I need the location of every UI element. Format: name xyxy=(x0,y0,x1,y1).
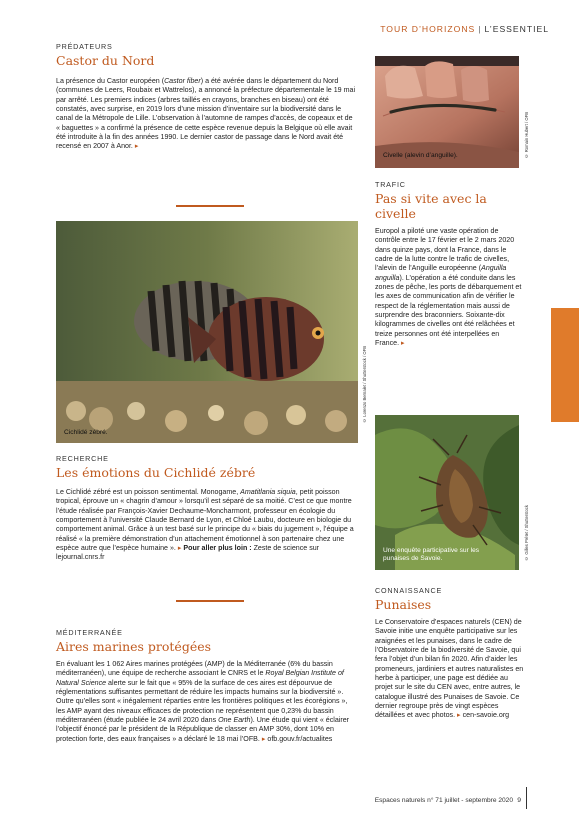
continue-arrow-icon: ▸ xyxy=(401,339,405,348)
further-reading-label: Pour aller plus loin : xyxy=(183,544,252,553)
civelle-credit: © Romain Hubert / OFB xyxy=(524,112,529,159)
punaises-article xyxy=(375,586,525,721)
punaises-title: Punaises xyxy=(375,597,432,612)
continue-arrow-icon: ▸ xyxy=(177,544,182,553)
section-title: TOUR D’HORIZONS xyxy=(380,24,476,34)
punaises-photo xyxy=(375,415,519,570)
civelle-photo xyxy=(375,56,519,168)
cichlide-title: Les émotions du Cichlidé zébré xyxy=(56,465,256,480)
civelle-kicker: TRAFIC xyxy=(375,180,406,189)
link-arrow-icon: ▸ xyxy=(261,734,266,743)
footer-issue: Espaces naturels n° 71 juillet - septembre 2020 xyxy=(374,797,513,804)
aires-body: En évaluant les 1 062 Aires marines protégées (AMP) de la Méditerranée (6% du bassin méditerranéen), une équipe de recherche associant le CNRS et le Royal Belgian Institute of Natural Science alerte sur le fait que « 95% de la surface de ces aires est dépourvue de réglementations suffisantes permettant de réduire les impacts humains sur la biodiversité ». Outre qu’elles sont « inégalement réparties entre les frontières politiques et les écorégions », les AMP ayant des niveaux efficaces de protection ne représentent que 0,23% du bassin méditerranéen (étude publiée le 24 avril 2020 dans One Earth). Une étude qui vient « éclairer l’objectif énoncé par le président de la République de classer en AMP 30%, dont 10% en protection forte, des eaux françaises » a déclaré le 18 mai l’OFB. ▸ ofb.gouv.fr/actualites xyxy=(56,660,350,743)
cichlide-image xyxy=(56,221,358,443)
cichlide-body: Le Cichlidé zébré est un poisson sentimental. Monogame, Amatitlania siquia, petit poisson tropical, éprouve un « chagrin d’amour » lorsqu’il est séparé de sa moitié. C’est ce que montre l’étude réalisée par François-Xavier Dechaume-Moncharmont, professeur en écologie du comportement à l’université Claude Bernard de Lyon, et Chloé Laubu, docteure en biologie du comportement animal. Grâce à un test basé sur le principe du « biais du jugement », l’équipe a réalisé « la première démonstration d’un attachement émotionnel à son partenaire chez une espèce autre que l’espèce humaine ». ▸ Pour aller plus loin : Zeste de science sur lejournal.cnrs.fr xyxy=(56,488,354,562)
cichlide-caption: Cichlidé zébré. xyxy=(64,429,108,436)
aires-article xyxy=(56,628,358,744)
continue-arrow-icon: ▸ xyxy=(134,142,139,151)
punaises-credit: © Gilles Prétet / Shutterstock xyxy=(524,505,529,561)
page-number: 9 xyxy=(517,797,521,804)
punaises-caption: Une enquête participative sur les punaises de Savoie. xyxy=(383,547,480,562)
punaises-link[interactable]: cen-savoie.org xyxy=(462,711,510,720)
aires-title: Aires marines protégées xyxy=(56,639,212,654)
cichlide-credit: © Lorenzo Bernalet / Shutterstock / OFB xyxy=(362,346,367,423)
further-reading-link[interactable]: Zeste de science sur lejournal.cnrs.fr xyxy=(56,544,320,562)
cichlide-kicker: RECHERCHE xyxy=(56,454,109,463)
divider-castor xyxy=(176,205,244,207)
castor-title: Castor du Nord xyxy=(56,53,155,68)
aires-kicker: MÉDITERRANÉE xyxy=(56,628,123,637)
cichlide-photo xyxy=(56,221,358,443)
punaises-kicker: CONNAISSANCE xyxy=(375,586,443,595)
civelle-title: Pas si vite avec la civelle xyxy=(375,191,487,221)
punaises-body: Le Conservatoire d’espaces naturels (CEN) de Savoie initie une enquête participative sur les araignées et les punaises, dans le cadre de l’Observatoire de la biodiversité de Savoie, qui fera l’objet d’un bilan fin 2020. Afin d’aider les promeneurs, jardiniers et autres naturalistes en herbe à participer, une page est dédiée au projet sur le site du CEN avec, entre autres, le catalogue illustré des Punaises de Savoie. Ce dernier regroupe près de vingt espèces détaillées et avec photos. ▸ cen-savoie.org xyxy=(375,618,524,720)
section-tab xyxy=(551,308,579,422)
castor-article xyxy=(56,42,358,152)
castor-kicker: PRÉDATEURS xyxy=(56,42,113,51)
header-separator: | xyxy=(478,24,482,34)
section-subtitle: L’ESSENTIEL xyxy=(484,24,549,34)
civelle-caption: Civelle (alevin d’anguille). xyxy=(383,152,458,159)
cichlide-article xyxy=(56,454,360,563)
divider-cichlide xyxy=(176,600,244,602)
civelle-body: Europol a piloté une vaste opération de contrôle entre le 17 février et le 2 mars 2020 dans quinze pays, dont la France, dans le cadre de la lutte contre le trafic de civelles, l’alevin de l’Anguille européenne (Anguilla anguilla). L’opération a été conduite dans les zones de pêche, les ports de débarquement et les axes de communication afin de vérifier le respect de la réglementation mais aussi de surprendre des braconniers. Soixante-dix kilogrammes de civelles ont été relâchées et treize personnes ont été interpellées en France. ▸ xyxy=(375,227,522,348)
section-header xyxy=(380,24,549,34)
castor-body: La présence du Castor européen (Castor fiber) a été avérée dans le département du Nord (communes de Leers, Roubaix et Wattrelos), a annoncé la préfecture départementale le 19 mai par arrêté. Les premiers indices (arbres taillés en crayons, branches en biseau) ont été constatés, avec surprise, en 2019 lors d’une mission d’inventaire sur la biodiversité dans le canal de la Métropole de Lille. L’observation à l’automne de rampes d’accès, de copeaux et de « baguettes » a confirmé la présence de cette espèce revenue depuis la Belgique où elle avait été introduite à la fin des années 1990. Le dernier castor de passage dans le Nord avait été recensé en 2007 à Anor. ▸ xyxy=(56,77,356,151)
civelle-article xyxy=(375,180,525,348)
aires-link[interactable]: ofb.gouv.fr/actualites xyxy=(267,734,333,743)
link-arrow-icon: ▸ xyxy=(457,711,461,720)
footer-rule xyxy=(526,787,527,809)
